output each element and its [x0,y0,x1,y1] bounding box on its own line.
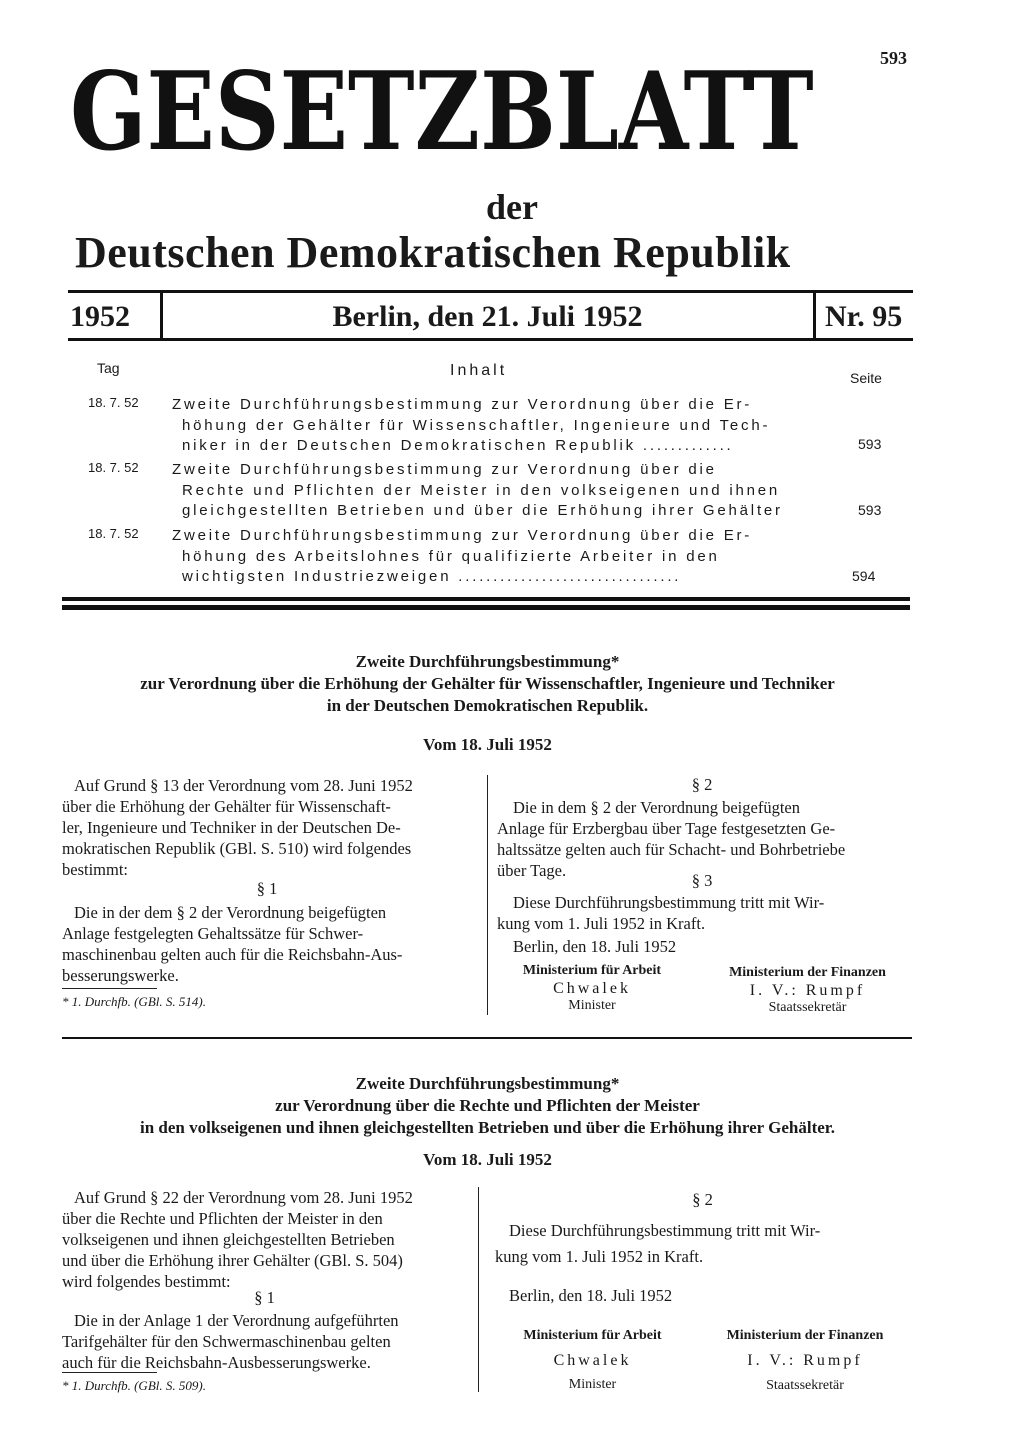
section1-sig-left-role: Minister [568,998,616,1013]
section1-para1-heading: § 1 [256,879,278,898]
issue-number: Nr. 95 [825,300,903,333]
section1-place-date: Berlin, den 18. Juli 1952 [513,937,677,956]
section1-para2-heading: § 2 [691,775,713,794]
toc-entry-date: 18. 7. 52 [88,460,139,475]
section2-title: Zweite Durchführungsbestimmung* zur Verordnung über die Rechte und Pflichten der Meister in den volkseigenen und ihnen gleichgestellten Betrieben und über die Erhöhung ihrer Gehälter. [139,1074,836,1137]
section1-intro: Auf Grund § 13 der Verordnung vom 28. Juni 1952 über die Erhöhung der Gehälter für Wissenschaft- ler, Ingenieure und Techniker in der Deutschen De- mokratischen Republik (GBl. S. 510) wird folgendes bestimmt: [62,776,413,879]
issue-date: Berlin, den 21. Juli 1952 [332,300,643,333]
section1-sig-left-ministry: Ministerium für Arbeit [522,963,662,978]
section2-sig-right-role: Staatssekretär [766,1378,844,1393]
section1-column-divider [487,775,488,1015]
masthead-republic: Deutschen Demokratischen Republik [75,228,791,277]
section1-sig-left-name: Chwalek [553,980,631,997]
toc-double-rule [62,597,910,610]
section1-para1-text: Die in der dem § 2 der Verordnung beigefügten Anlage festgelegten Gehaltssätze für Schwer- maschinenbau gelten auch für die Reichsbahn-Aus- besserungswerke. [62,903,403,985]
toc-seite-label: Seite [850,370,882,386]
section1-sig-right-name: I. V.: Rumpf [749,982,866,999]
section2-sig-right-ministry: Ministerium der Finanzen [726,1328,884,1343]
toc-entry-date: 18. 7. 52 [88,526,139,541]
toc-tag-label: Tag [97,360,120,376]
section1-sig-right-role: Staatssekretär [768,1000,847,1015]
section2-footnote-rule [62,1372,157,1373]
section2-para1-text: Die in der Anlage 1 der Verordnung aufgeführten Tarifgehälter für den Schwermaschinenbau gelten auch für die Reichsbahn-Ausbesserungswerke. [62,1311,399,1372]
toc-entry-text: Zweite Durchführungsbestimmung zur Verordnung über die Rechte und Pflichten der Meister in den volkseigenen und ihnen gleichgestellten Betrieben und über die Erhöhung ihrer Gehälter [172,461,783,519]
masthead-der: der [486,187,538,227]
toc-entry-page: 594 [852,568,876,584]
section1-para3-text: Diese Durchführungsbestimmung tritt mit Wir- kung vom 1. Juli 1952 in Kraft. [497,893,825,933]
section2-para2-heading: § 2 [692,1190,713,1209]
section-separator [62,1037,912,1039]
section1-footnote-rule [62,988,157,989]
section2-para1-heading: § 1 [254,1288,275,1307]
section1-date: Vom 18. Juli 1952 [423,735,552,754]
section2-sig-left-ministry: Ministerium für Arbeit [523,1328,662,1343]
page-number: 593 [880,48,907,68]
section1-sig-right-ministry: Ministerium der Finanzen [729,965,886,980]
toc-entry-text: Zweite Durchführungsbestimmung zur Verordnung über die Er- höhung des Arbeitslohnes für qualifizierte Arbeiter in den wichtigsten Industriezweigen ................................ [172,527,753,585]
section2-footnote: * 1. Durchfb. (GBl. S. 509). [62,1378,206,1393]
section2-place-date: Berlin, den 18. Juli 1952 [509,1286,673,1305]
section2-sig-left-name: Chwalek [553,1352,632,1369]
section2-intro: Auf Grund § 22 der Verordnung vom 28. Juni 1952 über die Rechte und Pflichten der Meister in den volkseigenen und ihnen gleichgestellten Betrieben und über die Erhöhung ihrer Gehälter (GBl. S. 504) wird folgendes bestimmt: [62,1188,413,1291]
toc-entry-text: Zweite Durchführungsbestimmung zur Verordnung über die Er- höhung der Gehälter für Wissenschaftler, Ingenieure und Tech- niker in der Deutschen Demokratischen Republik ............. [172,396,771,454]
issue-top-rule [68,290,913,293]
issue-bottom-rule [68,338,913,341]
section2-column-divider [478,1187,479,1392]
toc-inhalt-label: Inhalt [450,362,508,379]
section1-footnote: * 1. Durchfb. (GBl. S. 514). [62,994,206,1009]
toc-entry-page: 593 [858,436,882,452]
toc-entry-date: 18. 7. 52 [88,395,139,410]
section1-para3-heading: § 3 [691,871,713,890]
toc-entry-page: 593 [858,502,882,518]
issue-year: 1952 [70,300,130,333]
masthead-title: GESETZBLATT [70,49,814,175]
section1-title: Zweite Durchführungsbestimmung* zur Verordnung über die Erhöhung der Gehälter für Wissenschaftler, Ingenieure und Techniker in der Deutschen Demokratischen Republik. [140,652,835,715]
section1-para2-text: Die in dem § 2 der Verordnung beigefügten Anlage für Erzbergbau über Tage festgesetzten Ge- haltssätze gelten auch für Schacht- und Bohrbetriebe über Tage. [497,798,846,880]
section2-date: Vom 18. Juli 1952 [423,1150,552,1169]
section2-sig-right-name: I. V.: Rumpf [747,1352,863,1369]
section2-sig-left-role: Minister [568,1377,617,1392]
section2-para2-text: Diese Durchführungsbestimmung tritt mit Wir- kung vom 1. Juli 1952 in Kraft. [495,1221,821,1266]
